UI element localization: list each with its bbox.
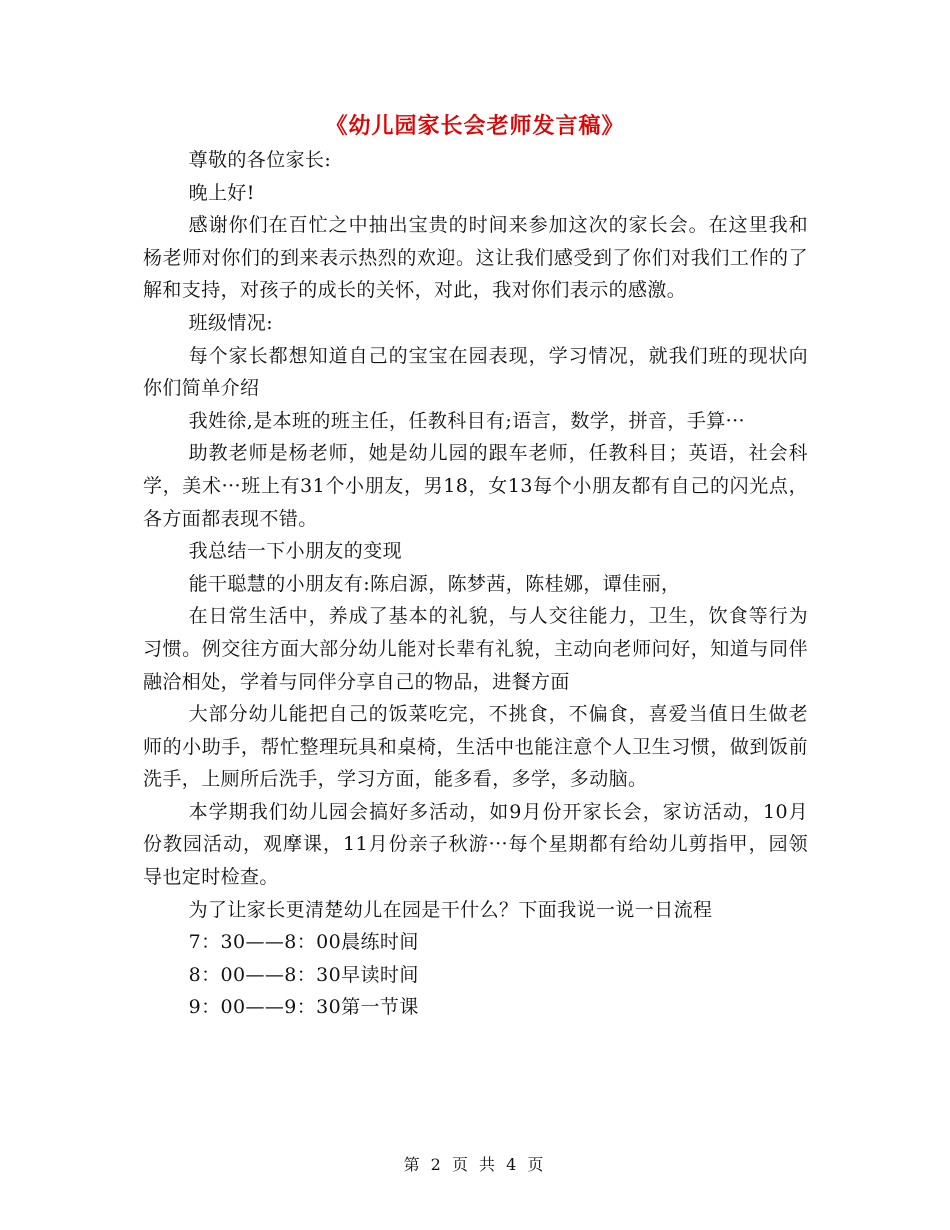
schedule-item: 8：00——8：30早读时间 (188, 963, 419, 986)
document-title: 《幼儿园家长会老师发言稿》 (325, 113, 625, 139)
page-footer: 第 2 页 共 4 页 (403, 1155, 547, 1174)
greeting-evening: 晚上好! (188, 181, 255, 204)
paragraph-assistant-teacher: 助教老师是杨老师，她是幼儿园的跟车老师，任教科目；英语，社会科学，美术···班上有31个小朋友，男18，女13每个小朋友都有自己的闪光点，各方面都表现不错。 (143, 442, 808, 530)
paragraph-summary-lead: 我总结一下小朋友的变现 (188, 540, 402, 563)
paragraph-head-teacher: 我姓徐,是本班的班主任，任教科目有;语言，数学，拼音，手算··· (188, 409, 745, 432)
paragraph-daily-habits: 在日常生活中，养成了基本的礼貌，与人交往能力，卫生，饮食等行为习惯。例交往方面大部分幼儿能对长辈有礼貌，主动向老师问好，知道与同伴融洽相处，学着与同伴分享自己的物品，进餐方面 (143, 605, 808, 693)
heading-class-status: 班级情况: (188, 311, 273, 334)
greeting-salutation: 尊敬的各位家长: (188, 149, 332, 171)
paragraph-activities: 本学期我们幼儿园会搞好多活动，如9月份开家长会，家访活动，10月份教园活动，观摩课，11月份亲子秋游···每个星期都有给幼儿剪指甲，园领导也定时检查。 (143, 800, 808, 889)
schedule-item: 9：00——9：30第一节课 (188, 996, 419, 1019)
paragraph-schedule-intro: 为了让家长更清楚幼儿在园是干什么？下面我说一说一日流程 (188, 898, 713, 921)
schedule-item: 7：30——8：00晨练时间 (188, 931, 419, 954)
paragraph-intro: 每个家长都想知道自己的宝宝在园表现，学习情况，就我们班的现状向你们简单介绍 (143, 344, 808, 400)
paragraph-meal-habits: 大部分幼儿能把自己的饭菜吃完，不挑食，不偏食，喜爱当值日生做老师的小助手，帮忙整理玩具和桌椅，生活中也能注意个人卫生习惯，做到饭前洗手，上厕所后洗手，学习方面，能多看，多学，多动脑。 (143, 703, 808, 791)
document-body (143, 144, 808, 1024)
paragraph-smart-children: 能干聪慧的小朋友有:陈启源，陈梦茜，陈桂娜，谭佳丽， (188, 572, 681, 595)
paragraph-thanks: 感谢你们在百忙之中抽出宝贵的时间来参加这次的家长会。在这里我和杨老师对你们的到来表示热烈的欢迎。这让我们感受到了你们对我们工作的了解和支持，对孩子的成长的关怀，对此，我对你们表示的感激。 (143, 214, 808, 302)
